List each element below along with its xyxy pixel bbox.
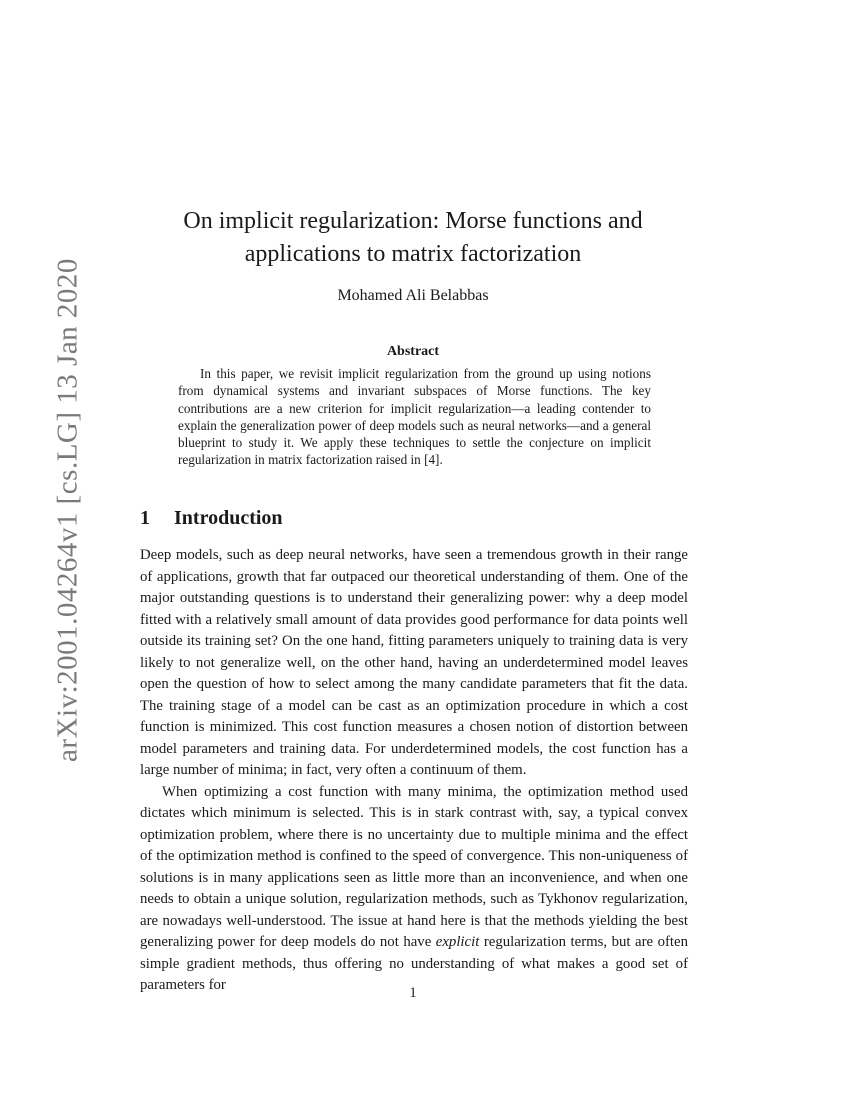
- section-heading: [140, 507, 690, 530]
- section-title: Introduction: [174, 507, 283, 529]
- body-text: [140, 545, 688, 997]
- emphasis-explicit: explicit: [435, 934, 480, 950]
- paragraph-2: [140, 782, 688, 997]
- arxiv-identifier: arXiv:2001.04264v1 [cs.LG] 13 Jan 2020: [51, 258, 84, 762]
- section-number: 1: [140, 507, 150, 529]
- abstract-text: In this paper, we revisit implicit regularization from the ground up using notions from dynamical systems and invariant subspaces of Morse functions. The key contributions are a new criterion for implicit regularization—a leading contender to explain the generalization power of deep models such as neural networks—and a general blueprint to study it. We apply these techniques to settle the conjecture on implicit regularization in matrix factorization raised in [4].: [178, 366, 651, 468]
- author-name: Mohamed Ali Belabbas: [337, 287, 489, 304]
- paragraph-2-part-1: When optimizing a cost function with many minima, the optimization method used dictates which minimum is selected. This is in stark contrast with, say, a typical convex optimization problem, where there is no uncertainty due to multiple minima and the effect of the optimization method is confined to the speed of convergence. This non-uniqueness of solutions is in many applications seen as little more than an inconvenience, and when one needs to obtain a unique solution, regularization methods, such as Tykhonov regularization, are nowadays well-understood. The issue at hand here is that the methods yielding the best generalizing power for deep models do not have: [140, 783, 688, 950]
- page-number: 1: [409, 985, 417, 1001]
- paper-title: On implicit regularization: Morse functions and applications to matrix factorization: [183, 208, 643, 267]
- paragraph-2-part-2: regularization terms, but are often simple gradient methods, thus offering no understanding of what makes a good set of parameters for: [140, 934, 689, 993]
- arxiv-side-stamp: [48, 258, 88, 762]
- paragraph-1: Deep models, such as deep neural networks, have seen a tremendous growth in their range of applications, growth that far outpaced our theoretical understanding of them. One of the major outstanding questions is to understand their generalizing power: why a deep model fitted with a relatively small amount of data provides good performance for data points well outside its training set? On the one hand, fitting parameters uniquely to training data is very likely to not generalize well, on the other hand, having an underdetermined model leaves open the question of how to select among the many candidate parameters that fit the data. The training stage of a model can be cast as an optimization procedure in which a cost function is minimized. This cost function measures a chosen notion of distortion between model parameters and training data. For underdetermined models, the cost function has a large number of minima; in fact, very often a continuum of them.: [140, 547, 688, 778]
- abstract-heading: Abstract: [386, 344, 440, 359]
